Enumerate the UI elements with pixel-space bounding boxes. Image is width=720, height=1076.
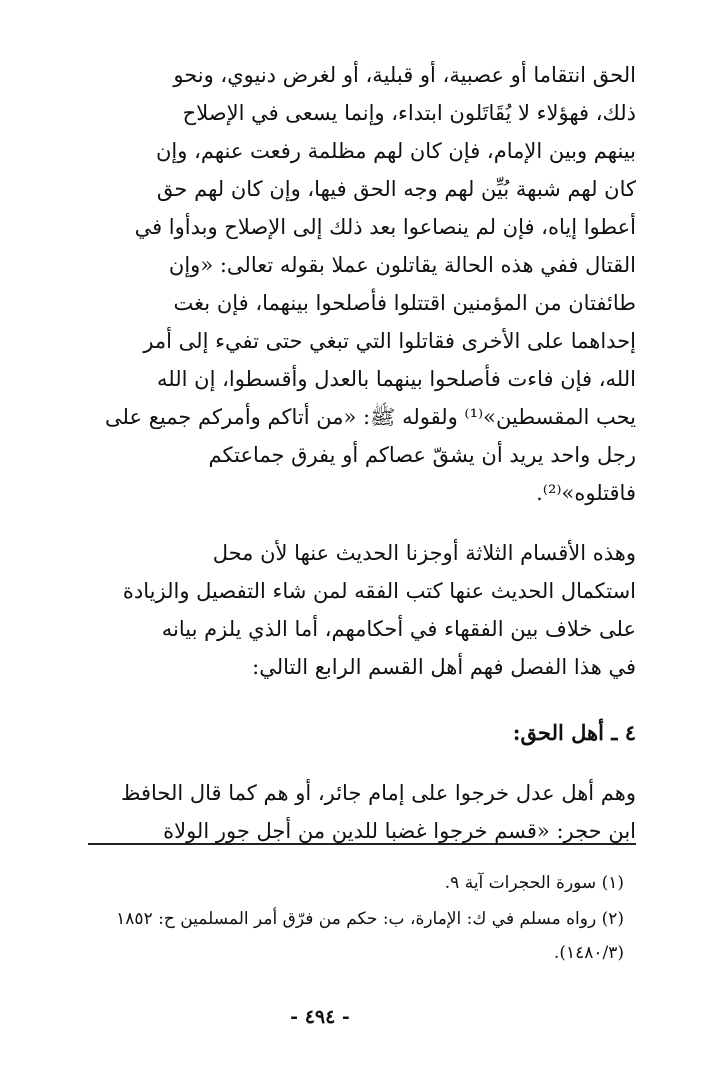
body-line: في هذا الفصل فهم أهل القسم الرابع التالي: xyxy=(252,655,636,679)
body-line: الله، فإن فاءت فأصلحوا بينهما بالعدل وأقسطوا، إن الله xyxy=(157,367,636,391)
body-line: ابن حجر: «قسم خرجوا غضبا للدين من أجل جور الولاة xyxy=(163,819,636,843)
footnote: (٢) رواه مسلم في ك: الإمارة، ب: حكم من فرّق أمر المسلمين ح: ١٨٥٢ xyxy=(116,909,624,929)
section-heading: ٤ ـ أهل الحق: xyxy=(512,720,636,745)
body-line: الحق انتقاما أو عصبية، أو قبلية، أو لغرض دنيوي، ونحو xyxy=(173,63,636,87)
body-line: وهذه الأقسام الثلاثة أوجزنا الحديث عنها لأن محل xyxy=(212,541,636,565)
body-line: بينهم وبين الإمام، فإن كان لهم مظلمة رفعت عنهم، وإن xyxy=(156,139,636,163)
footnote: (١٤٨٠/٣). xyxy=(553,943,624,963)
body-line: استكمال الحديث عنها كتب الفقه لمن شاء التفصيل والزيادة xyxy=(122,579,636,603)
body-line: أعطوا إياه، فإن لم ينصاعوا بعد ذلك إلى الإصلاح وبدأوا في xyxy=(134,215,636,239)
body-line: طائفتان من المؤمنين اقتتلوا فأصلحوا بينهما، فإن بغت xyxy=(173,291,636,315)
body-line: رجل واحد يريد أن يشقّ عصاكم أو يفرق جماعتكم xyxy=(208,443,636,467)
body-line: فاقتلوه»⁽²⁾. xyxy=(536,481,636,505)
footnote-divider xyxy=(88,843,636,845)
page-number: - ٤٩٤ - xyxy=(290,1006,350,1028)
body-line: وهم أهل عدل خرجوا على إمام جائر، أو هم كما قال الحافظ xyxy=(121,781,636,805)
body-line: القتال ففي هذه الحالة يقاتلون عملا بقوله تعالى: «وإن xyxy=(168,253,636,277)
body-line: على خلاف بين الفقهاء في أحكامهم، أما الذي يلزم بيانه xyxy=(161,617,636,641)
body-line: كان لهم شبهة بُيِّن لهم وجه الحق فيها، وإن كان لهم حق xyxy=(156,177,636,201)
body-line: ذلك، فهؤلاء لا يُقَاتَلون ابتداء، وإنما يسعى في الإصلاح xyxy=(182,101,636,125)
body-line: إحداهما على الأخرى فقاتلوا التي تبغي حتى تفيء إلى أمر xyxy=(143,329,636,353)
footnote: (١) سورة الحجرات آية ٩. xyxy=(444,873,624,893)
body-line: يحب المقسطين»⁽¹⁾ ولقوله ﷺ: «من أتاكم وأمركم جميع على xyxy=(105,405,636,429)
